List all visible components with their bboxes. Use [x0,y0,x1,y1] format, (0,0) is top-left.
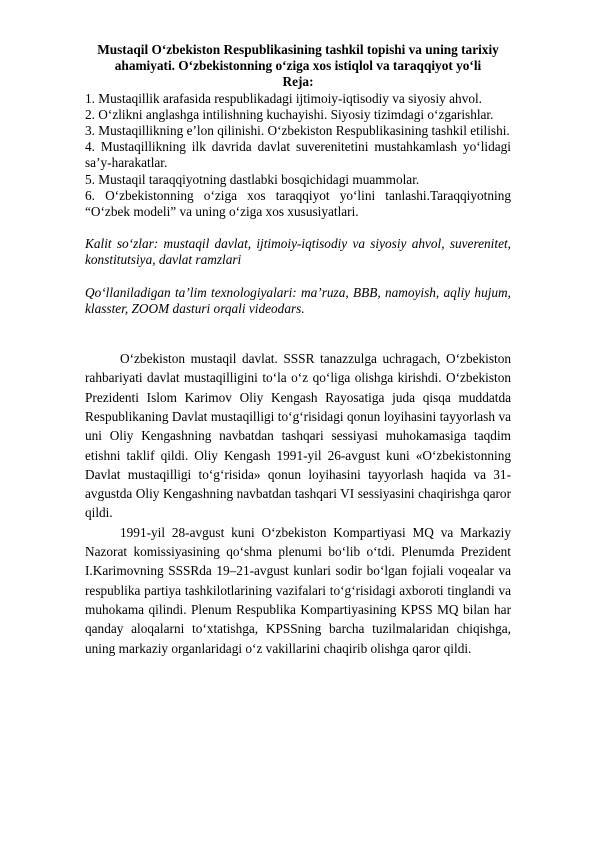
plan-item: 1. Mustaqillik arafasida respublikadagi ijtimoiy-iqtisodiy va siyosiy ahvol. [85,90,483,106]
body-text [85,349,511,658]
plan-item: 3. Mustaqillikning e’lon qilinishi. O‘zbekiston Respublikasining tashkil etilishi. [85,123,510,139]
paragraph: 1991-yil 28-avgust kuni O‘zbekiston Kompartiyasi MQ va Markaziy Nazorat komissiyasining qo‘shma plenumi bo‘lib o‘tdi. Plenumda Prezident I.Karimovning SSSRda 19–21-avgust kunlari sodir bo‘lgan fojiali voqealar va respublika partiya tashkilotlarining vazifalari to‘g‘risidagi axboroti tinglandi va muhokama qilindi. Plenum Respublika Kompartiyasining KPSS MQ bilan har qanday aloqalarni to‘xtatishga, KPSSning barcha tuzilmalaridan chiqishga, uning markaziy organlaridagi o‘z vakillarini chaqirib olishga qaror qildi. [85,524,511,656]
plan-item: 4. Mustaqillikning ilk davrida davlat suverenitetini mustahkamlash yo‘lidagi sa’y-harakatlar. [85,139,511,171]
keywords: Kalit so‘zlar: mustaqil davlat, ijtimoiy-iqtisodiy va siyosiy ahvol, suverenitet, konstitutsiya, davlat ramzlari [85,236,511,268]
paragraph: O‘zbekiston mustaqil davlat. SSSR tanazzulga uchragach, O‘zbekiston rahbariyati davlat mustaqilligini to‘la o‘z qo‘liga olishga kirishdi. O‘zbekiston Prezidenti Islom Karimov Oliy Kengash Rayosatiga juda qisqa muddatda Respublikaning Davlat mustaqilligi to‘g‘risidagi qonun loyihasini tayyorlash va uni Oliy Kengashning navbatdan tashqari sessiyasi muhokamasiga taqdim etishni taklif qildi. Oliy Kengash 1991-yil 26-avgust kuni «O‘zbekistonning Davlat mustaqilligi to‘g‘risida» qonun loyihasini tayyorlash haqida va 31-avgustda Oliy Kengashning navbatdan tashqari VI sessiyasini chaqirishga qaror qildi. [85,351,511,521]
teaching-methods: Qo‘llaniladigan ta’lim texnologiyalari: ma’ruza, BBB, namoyish, aqliy hujum, klasster, ZOOM dasturi orqali videodars. [85,284,511,316]
plan-item: 5. Mustaqil taraqqiyotning dastlabki bosqichidagi muammolar. [85,171,420,187]
plan-item: 6. O‘zbekistonning o‘ziga xos taraqqiyot yo‘lini tanlashi.Taraqqiyotning “O‘zbek modeli” va uning o‘ziga xos xususiyatlari. [85,187,511,220]
plan-list [85,91,511,221]
plan-item: 2. O‘zlikni anglashga intilishning kuchayishi. Siyosiy tizimdagi o‘zgarishlar. [85,106,494,122]
plan-heading: Reja: [282,74,314,90]
document-page [85,0,511,658]
document-title: Mustaqil O‘zbekiston Respublikasining tashkil topishi va uning tarixiy ahamiyati. O‘zbekistonning o‘ziga xos istiqlol va taraqqiyot yo‘li [97,42,499,74]
